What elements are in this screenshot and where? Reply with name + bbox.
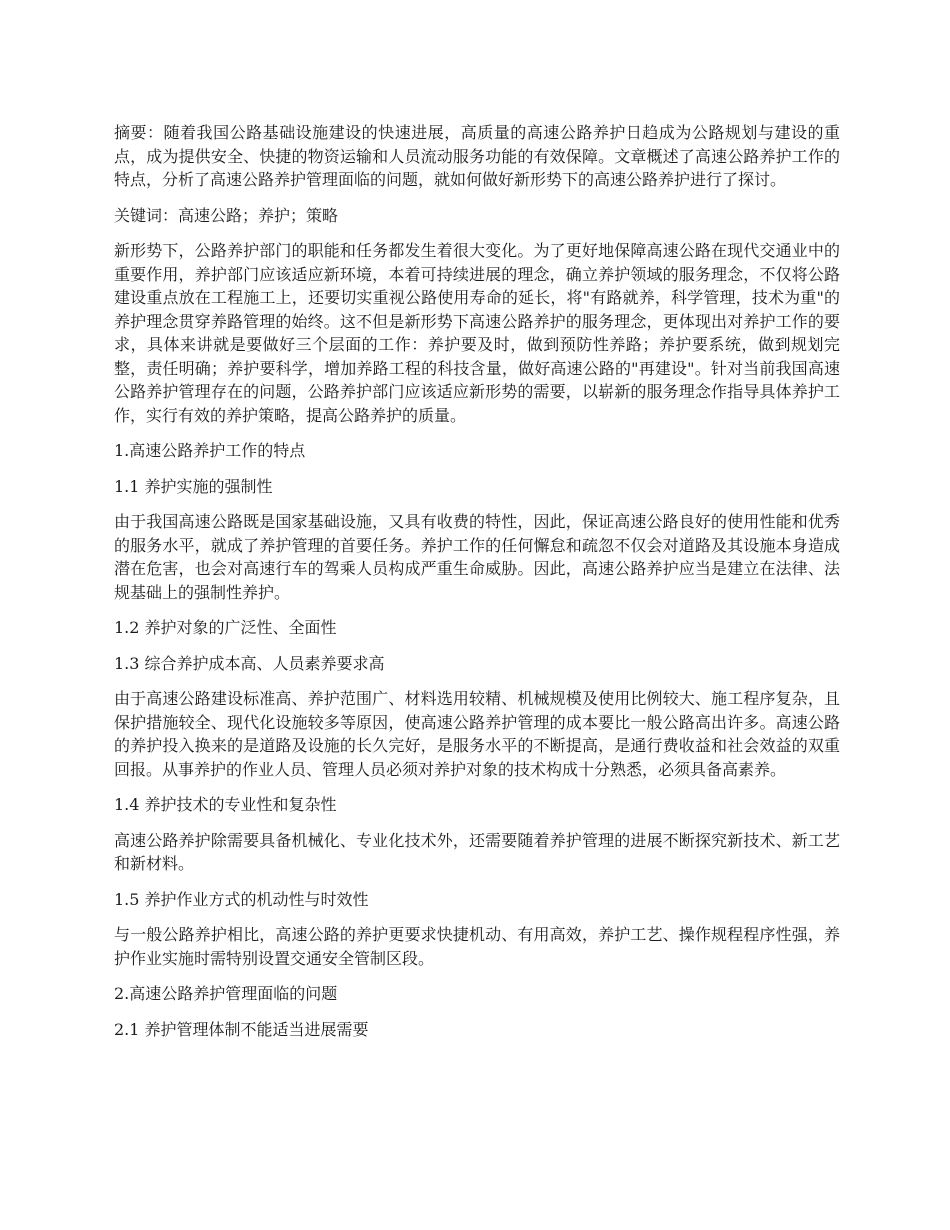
paragraph-1-1: 由于我国高速公路既是国家基础设施，又具有收费的特性，因此，保证高速公路良好的使用性能和优秀的服务水平，就成了养护管理的首要任务。养护工作的任何懈怠和疏忽不仅会对道路及其设施本身造成潜在危害，也会对高速行车的驾乘人员构成严重生命威胁。因此，高速公路养护应当是建立在法律、法规基础上的强制性养护。 <box>114 512 840 602</box>
subsection-heading-1-1: 1.1 养护实施的强制性 <box>114 476 273 496</box>
paragraph-1-3: 由于高速公路建设标准高、养护范围广、材料选用较精、机械规模及使用比例较大、施工程序复杂，且保护措施较全、现代化设施较多等原因，使高速公路养护管理的成本要比一般公路高出许多。高速公路的养护投入换来的是道路及设施的长久完好，是服务水平的不断提高，是通行费收益和社会效益的双重回报。从事养护的作业人员、管理人员必须对养护对象的技术构成十分熟悉，必须具备高素养。 <box>114 689 840 779</box>
subsection-heading-1-2: 1.2 养护对象的广泛性、全面性 <box>114 618 337 637</box>
paragraph-1-5: 与一般公路养护相比，高速公路的养护更要求快捷机动、有用高效，养护工艺、操作规程程序性强，养护作业实施时需特别设置交通安全管制区段。 <box>114 925 840 968</box>
intro-paragraph: 新形势下，公路养护部门的职能和任务都发生着很大变化。为了更好地保障高速公路在现代交通业中的重要作用，养护部门应该适应新环境，本着可持续进展的理念，确立养护领域的服务理念，不仅将公路建设重点放在工程施工上，还要切实重视公路使用寿命的延长，将"有路就养，科学管理，技术为重"的养护理念贯穿养路管理的始终。这不但是新形势下高速公路养护的服务理念，更体现出对养护工作的要求，具体来讲就是要做好三个层面的工作：养护要及时，做到预防性养路；养护要系统，做到规划完整，责任明确；养护要科学，增加养路工程的科技含量，做好高速公路的"再建设"。针对当前我国高速公路养护管理存在的问题，公路养护部门应该适应新形势的需要，以崭新的服务理念作指导具体养护工作，实行有效的养护策略，提高公路养护的质量。 <box>114 241 840 425</box>
keywords-line: 关键词：高速公路；养护；策略 <box>114 205 339 225</box>
abstract-paragraph: 摘要：随着我国公路基础设施建设的快速进展，高质量的高速公路养护日趋成为公路规划与建设的重点，成为提供安全、快捷的物资运输和人员流动服务功能的有效保障。文章概述了高速公路养护工作的特点，分析了高速公路养护管理面临的问题，就如何做好新形势下的高速公路养护进行了探讨。 <box>114 123 840 189</box>
section-heading-1: 1.高速公路养护工作的特点 <box>114 441 306 460</box>
subsection-heading-1-4: 1.4 养护技术的专业性和复杂性 <box>114 795 337 814</box>
section-heading-2: 2.高速公路养护管理面临的问题 <box>114 984 338 1003</box>
subsection-heading-1-5: 1.5 养护作业方式的机动性与时效性 <box>114 889 369 909</box>
subsection-heading-1-3: 1.3 综合养护成本高、人员素养要求高 <box>114 653 385 673</box>
paragraph-1-4: 高速公路养护除需要具备机械化、专业化技术外，还需要随着养护管理的进展不断探究新技术、新工艺和新材料。 <box>114 830 840 873</box>
document-page <box>114 121 840 1053</box>
subsection-heading-2-1: 2.1 养护管理体制不能适当进展需要 <box>114 1019 369 1039</box>
